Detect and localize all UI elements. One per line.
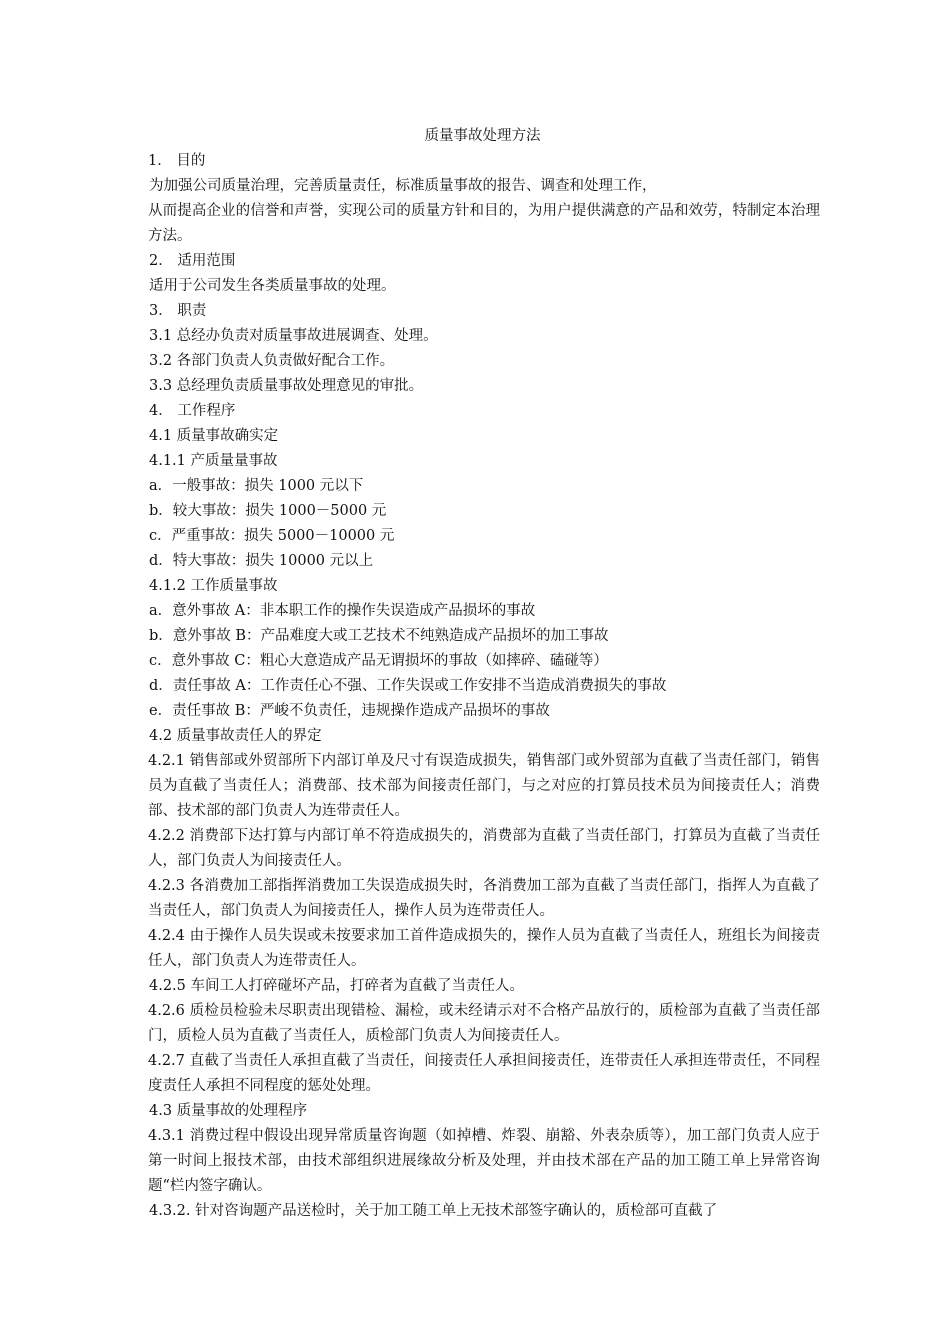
paragraph-b1: b．较大事故：损失 1000－5000 元 [149,503,387,519]
paragraph-w42: 4.2 质量事故责任人的界定 [149,728,322,744]
paragraph-w411: 4.1.1 产质量量事故 [149,453,278,469]
paragraph-s1: 1． 目的 [148,153,206,169]
paragraph-d2: d．责任事故 A：工作责任心不强、工作失误或工作安排不当造成消费损失的事故 [149,678,667,694]
paragraph-b2: b．意外事故 B：产品难度大或工艺技术不纯熟造成产品损坏的加工事故 [149,628,609,644]
paragraph-r31: 3.1 总经办负责对质量事故进展调查、处理。 [149,328,438,344]
paragraph-s2: 2． 适用范围 [149,253,236,269]
paragraph-w431: 4.3.1 消费过程中假设出现异常质量咨询题（如掉槽、炸裂、崩豁、外表杂质等），加工部门负责人应于第一时间上报技术部，由技术部组织进展缘故分析及处理，并由技术部在产品的加工随工单上异常咨询题“栏内签字确认。 [148,1128,820,1194]
paragraph-r33: 3.3 总经理负责质量事故处理意见的审批。 [149,378,424,394]
paragraph-p1b: 从而提高企业的信誉和声誉，实现公司的质量方针和目的，为用户提供满意的产品和效劳，特制定本治理方法。 [148,203,820,244]
paragraph-w423: 4.2.3 各消费加工部指挥消费加工失误造成损失时，各消费加工部为直截了当责任部门，指挥人为直截了当责任人，部门负责人为间接责任人，操作人员为连带责任人。 [148,878,820,919]
paragraph-s4: 4． 工作程序 [149,403,236,419]
paragraph-w421: 4.2.1 销售部或外贸部所下内部订单及尺寸有误造成损失，销售部门或外贸部为直截了当责任部门，销售员为直截了当责任人；消费部、技术部为间接责任部门，与之对应的打算员技术员为间接责任人；消费部、技术部的部门负责人为连带责任人。 [148,753,820,819]
paragraph-w426: 4.2.6 质检员检验未尽职责出现错检、漏检，或未经请示对不合格产品放行的，质检部为直截了当责任部门，质检人员为直截了当责任人，质检部门负责人为间接责任人。 [148,1003,820,1044]
paragraph-w425: 4.2.5 车间工人打碎碰坏产品，打碎者为直截了当责任人。 [149,978,525,994]
paragraph-c2: c．意外事故 C：粗心大意造成产品无谓损坏的事故（如摔碎、磕碰等） [149,653,608,669]
paragraph-a1: a．一般事故：损失 1000 元以下 [149,478,364,494]
document-lines [145,149,820,1224]
paragraph-w41: 4.1 质量事故确实定 [149,428,279,444]
paragraph-p2: 适用于公司发生各类质量事故的处理。 [149,278,396,294]
paragraph-e2: e．责任事故 B：严峻不负责任，违规操作造成产品损坏的事故 [149,703,550,719]
paragraph-s3: 3． 职责 [149,303,207,319]
paragraph-w432: 4.3.2. 针对咨询题产品送检时，关于加工随工单上无技术部签字确认的，质检部可直截了 [149,1203,718,1219]
paragraph-w43: 4.3 质量事故的处理程序 [149,1103,308,1119]
paragraph-w412: 4.1.2 工作质量事故 [149,578,278,594]
paragraph-r32: 3.2 各部门负责人负责做好配合工作。 [149,353,395,369]
paragraph-p1a: 为加强公司质量治理，完善质量责任，标准质量事故的报告、调查和处理工作， [149,178,657,194]
document-body [145,124,820,1224]
paragraph-w427: 4.2.7 直截了当责任人承担直截了当责任，间接责任人承担间接责任，连带责任人承担连带责任，不同程度责任人承担不同程度的惩处处理。 [148,1053,820,1094]
paragraph-d1: d．特大事故：损失 10000 元以上 [149,553,374,569]
document-title: 质量事故处理方法 [424,128,541,144]
paragraph-c1: c．严重事故：损失 5000－10000 元 [149,528,395,544]
paragraph-w422: 4.2.2 消费部下达打算与内部订单不符造成损失的，消费部为直截了当责任部门，打算员为直截了当责任人，部门负责人为间接责任人。 [148,828,820,869]
paragraph-w424: 4.2.4 由于操作人员失误或未按要求加工首件造成损失的，操作人员为直截了当责任人，班组长为间接责任人，部门负责人为连带责任人。 [148,928,820,969]
paragraph-a2: a．意外事故 A：非本职工作的操作失误造成产品损坏的事故 [149,603,536,619]
